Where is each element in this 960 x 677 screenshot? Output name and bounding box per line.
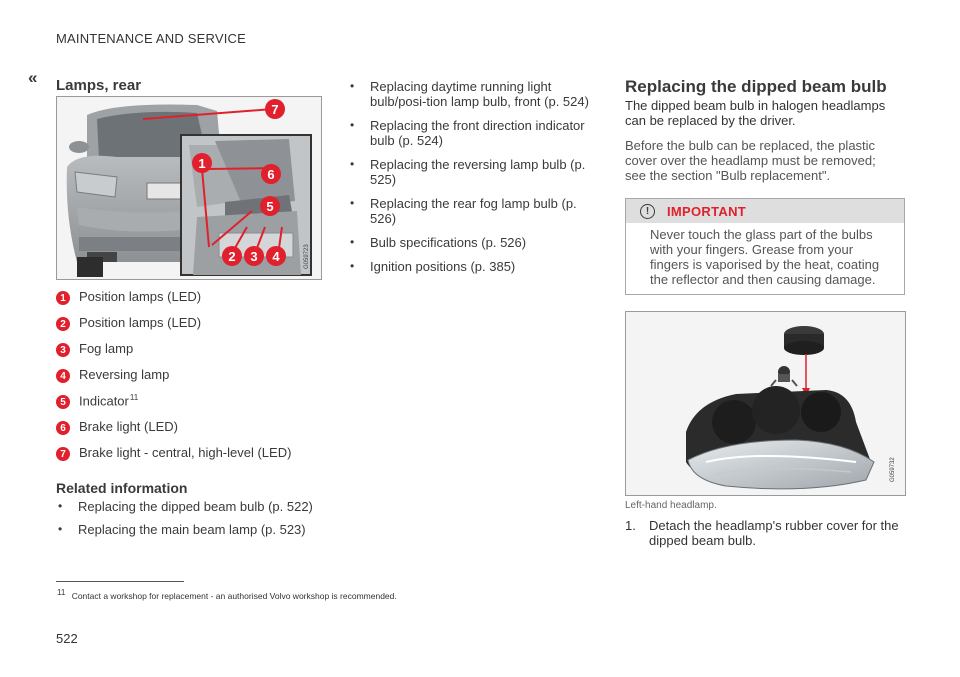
legend-label: Brake light - central, high-level (LED) bbox=[79, 445, 292, 460]
image-code: G059732 bbox=[890, 457, 896, 482]
svg-text:3: 3 bbox=[250, 249, 258, 264]
callout-7 bbox=[265, 99, 285, 119]
callout-6 bbox=[261, 164, 281, 184]
footnote-number: 11 bbox=[57, 588, 66, 597]
legend-number: 6 bbox=[56, 421, 70, 435]
footnote-ref[interactable]: 11 bbox=[129, 393, 139, 402]
intro-text: The dipped beam bulb in halogen headlamps can be replaced by the driver. bbox=[625, 98, 886, 128]
svg-text:2: 2 bbox=[228, 249, 236, 264]
body-paragraph: Before the bulb can be replaced, the plastic cover over the headlamp must be removed; see the section "Bulb replacement". bbox=[625, 138, 876, 183]
legend-label: Reversing lamp bbox=[79, 367, 170, 382]
callout-1 bbox=[192, 153, 212, 173]
step-number: 1. bbox=[625, 518, 636, 533]
svg-text:5: 5 bbox=[266, 199, 274, 214]
legend-item bbox=[56, 367, 326, 393]
related-link[interactable]: • Replacing daytime running light bulb/posi-tion lamp bulb, front (p. 524) bbox=[348, 79, 603, 109]
legend-number: 5 bbox=[56, 395, 70, 409]
related-link[interactable]: • Replacing the dipped beam bulb (p. 522) bbox=[56, 499, 326, 514]
legend-label: Brake light (LED) bbox=[79, 419, 178, 434]
legend-item bbox=[56, 315, 326, 341]
legend-label: Position lamps (LED) bbox=[79, 315, 202, 330]
legend-label: Fog lamp bbox=[79, 341, 134, 356]
legend-item bbox=[56, 445, 326, 471]
related-link[interactable]: • Bulb specifications (p. 526) bbox=[348, 235, 603, 250]
lamp-legend bbox=[56, 289, 326, 471]
callout-4 bbox=[266, 246, 286, 266]
heading-lamps-rear: Lamps, rear bbox=[56, 77, 142, 94]
legend-number: 3 bbox=[56, 343, 70, 357]
related-link[interactable]: • Replacing the rear fog lamp bulb (p. 526) bbox=[348, 196, 603, 226]
legend-number: 1 bbox=[56, 291, 70, 305]
legend-item bbox=[56, 289, 326, 315]
callout-2 bbox=[222, 246, 242, 266]
figure-caption: Left-hand headlamp. bbox=[625, 500, 717, 511]
headlamp-illustration bbox=[626, 312, 906, 496]
svg-text:4: 4 bbox=[272, 249, 280, 264]
footnote bbox=[56, 588, 397, 601]
legend-label: Position lamps (LED) bbox=[79, 289, 202, 304]
svg-text:6: 6 bbox=[267, 167, 275, 182]
important-text: Never touch the glass part of the bulbs with your fingers. Grease from your fingers is vaporised by the heat, coating the reflector and then causing damage. bbox=[650, 227, 880, 287]
image-code: G059723 bbox=[304, 244, 310, 269]
important-box bbox=[625, 198, 905, 295]
heading-replacing-dipped-beam: Replacing the dipped beam bulb bbox=[625, 77, 887, 96]
footnote-divider bbox=[56, 581, 184, 582]
svg-text:1: 1 bbox=[198, 156, 206, 171]
legend-number: 7 bbox=[56, 447, 70, 461]
legend-item bbox=[56, 419, 326, 445]
headlamp-figure bbox=[625, 311, 906, 496]
callout-5 bbox=[260, 196, 280, 216]
related-link[interactable]: • Replacing the main beam lamp (p. 523) bbox=[56, 522, 326, 537]
section-header: MAINTENANCE AND SERVICE bbox=[56, 31, 247, 46]
page-number: 522 bbox=[56, 631, 78, 646]
important-header bbox=[626, 199, 904, 223]
important-title: IMPORTANT bbox=[667, 203, 747, 219]
legend-label: Indicator bbox=[79, 393, 129, 409]
footnote-text: Contact a workshop for replacement - an authorised Volvo workshop is recommended. bbox=[71, 590, 397, 601]
step-text: Detach the headlamp's rubber cover for the dipped beam bulb. bbox=[649, 518, 899, 548]
warning-icon: ! bbox=[640, 204, 655, 219]
related-information-heading: Related information bbox=[56, 480, 188, 496]
related-link[interactable]: • Ignition positions (p. 385) bbox=[348, 259, 603, 274]
svg-text:7: 7 bbox=[271, 102, 279, 117]
step-item bbox=[625, 518, 905, 548]
back-chevrons-icon[interactable]: « bbox=[28, 68, 35, 87]
related-link[interactable]: • Replacing the front direction indicator bulb (p. 524) bbox=[348, 118, 603, 148]
legend-number: 2 bbox=[56, 317, 70, 331]
legend-item bbox=[56, 393, 326, 419]
related-links-list-continued bbox=[348, 79, 603, 283]
related-link[interactable]: • Replacing the reversing lamp bulb (p. 525) bbox=[348, 157, 603, 187]
car-rear-illustration bbox=[57, 97, 322, 280]
callout-3 bbox=[244, 246, 264, 266]
rear-lamps-figure bbox=[56, 96, 322, 280]
related-links-list bbox=[56, 499, 326, 545]
legend-item bbox=[56, 341, 326, 367]
legend-number: 4 bbox=[56, 369, 70, 383]
